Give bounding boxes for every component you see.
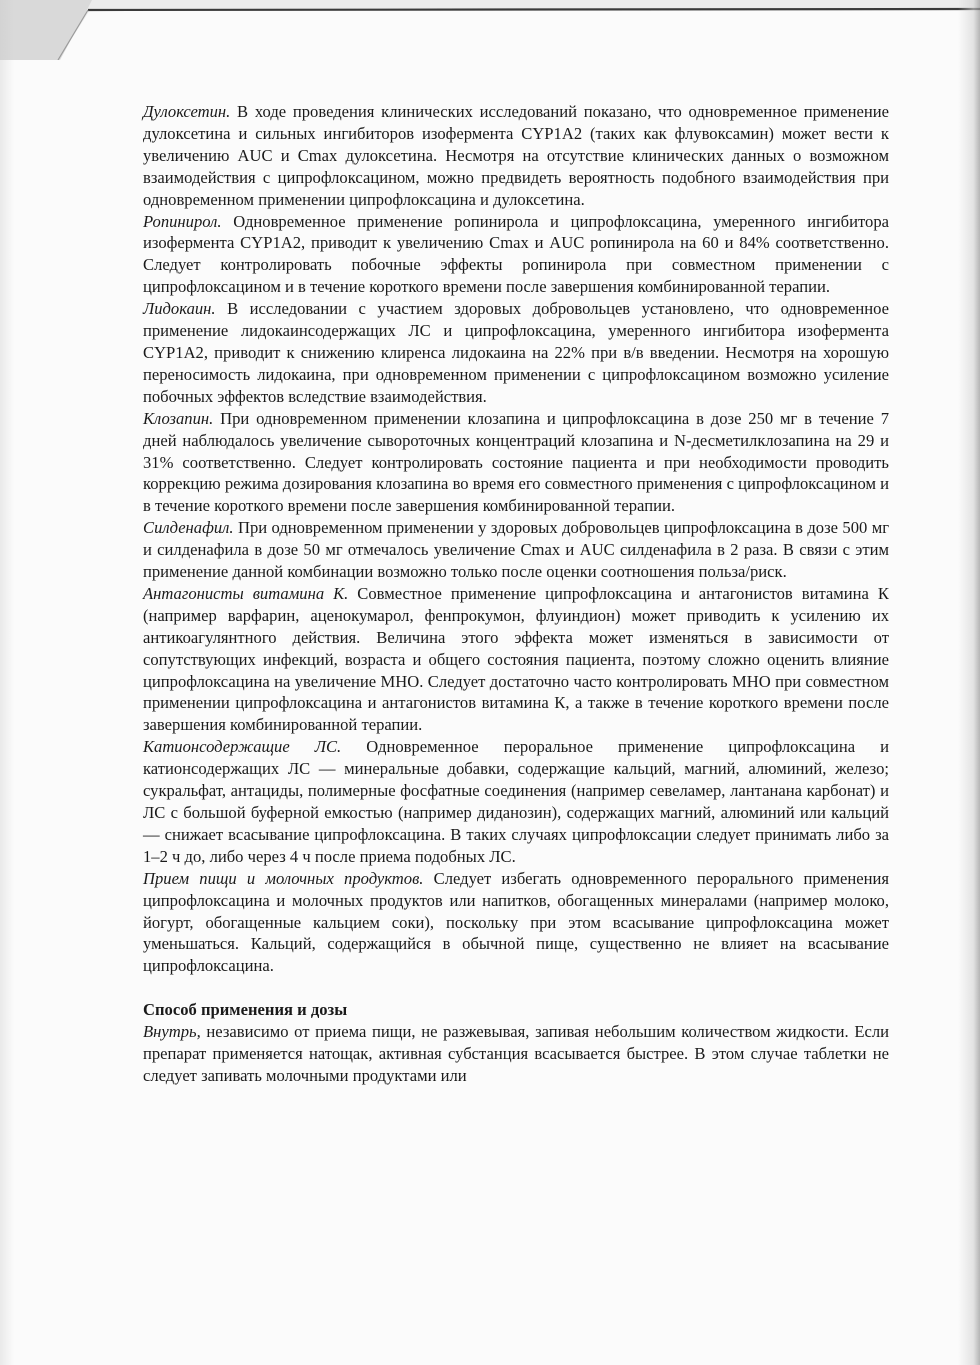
paragraph-duloxetine <box>143 101 889 211</box>
scan-right-edge <box>958 0 980 1365</box>
paragraph-lead: Внутрь, <box>143 1022 201 1042</box>
paragraph-text: Совместное применение ципрофлоксацина и антагонистов витамина К (например варфарин, аценокумарол, фенпрокумон, флуиндион) может приводить к усилению их антикоагулянтного действия. Величина этого эффекта может изменяться в зависимости от сопутствующих инфекций, возраста и общего состояния пациента, поэтому сложно оценить влияние ципрофлоксацина на увеличение МНО. Следует достаточно часто контролировать МНО при совместном применении ципрофлоксацина и антагонистов витамина К, а также в течение короткого времени после завершения комбинированной терапии. <box>143 583 889 735</box>
paragraph-text: В ходе проведения клинических исследований показано, что одновременное применение дулоксетина и сильных ингибиторов изофермента CYP1A2 (таких как флувоксамин) может вести к увеличению AUC и Cmax дулоксетина. Несмотря на отсутствие клинических данных о возможном взаимодействия с ципрофлоксацином, можно предвидеть вероятность подобного взаимодействия при одновременном применении ципрофлоксацина и дулоксетина. <box>143 102 889 209</box>
paragraph-ropinirole <box>143 211 889 299</box>
paragraph-text: Следует избегать одновременного перорального применения ципрофлоксацина и молочных продуктов или напитков, обогащенных минералами (например молоко, йогурт, обогащенные кальцием соки), поскольку при этом всасывание ципрофлоксацина может уменьшаться. Кальций, содержащийся в обычной пище, существенно не влияет на всасывание ципрофлоксацина. <box>143 868 890 976</box>
paragraph-lead: Лидокаин. <box>143 299 216 319</box>
section-heading: Способ применения и дозы <box>143 1000 348 1020</box>
paragraph-text: При одновременном применении клозапина и ципрофлоксацина в дозе 250 мг в течение 7 дней наблюдалось увеличение сывороточных концентраций клозапина и N-десметилклозапина на 29 и 31% соответственно. Следует контролировать состояние пациента и при необходимости проводить коррекцию режима дозирования клозапина во время его совместного применения с ципрофлоксацином и в течение короткого времени после завершения комбинированной терапии. <box>143 408 889 516</box>
paragraph-text: Одновременное пероральное применение ципрофлоксацина и катионсодержащих ЛС — минеральные добавки, содержащие кальций, магний, алюминий, железо; сукральфат, антациды, полимерные фосфатные соединения (например севеламер, лантанана карбонат) и ЛС с большой буферной емкостью (например диданозин), содержащих магний, алюминий или кальций — снижает всасывание ципрофлоксацина. В таких случаях ципрофлоксации следует принимать либо за 1–2 ч до, либо через 4 ч после приема подобных ЛС. <box>143 737 889 866</box>
paragraph-lidocaine <box>143 298 889 408</box>
paragraph-lead: Силденафил. <box>143 518 234 538</box>
paragraph-lead: Дулоксетин. <box>143 102 231 121</box>
paragraph-food-dairy <box>143 868 889 978</box>
paragraph-cation-containing <box>143 736 889 867</box>
paragraph-text: При одновременном применении у здоровых добровольцев ципрофлоксацина в дозе 500 мг и силденафила в дозе 50 мг отмечалось увеличение Cmax и AUC силденафила в 2 раза. В связи с этим применение данной комбинации возможно только после оценки соотношения польза/риск. <box>143 518 889 582</box>
paragraph-clozapine <box>143 408 889 518</box>
paragraph-text: В исследовании с участием здоровых добровольцев установлено, что одновременное применение лидокаинсодержащих ЛС и ципрофлоксацина, умеренного ингибитора изофермента CYP1A2, приводит к снижению клиренса лидокаина на 22% при в/в введении. Несмотря на хорошую переносимость лидокаина, при одновременном применении с ципрофлоксацином возможно усиление побочных эффектов вследствие взаимодействия. <box>143 299 889 406</box>
paragraph-text: независимо от приема пищи, не разжевывая, запивая небольшим количеством жидкости. Если препарат применяется натощак, активная субстанция всасывается быстрее. В этом случае таблетки не следует запивать молочными продуктами или <box>143 1022 889 1085</box>
paragraph-lead: Клозапин. <box>143 408 214 428</box>
document-body <box>143 101 889 1087</box>
paragraph-vitamin-k-antagonists <box>143 583 889 736</box>
scan-left-edge <box>0 0 14 1365</box>
paragraph-lead: Ропинирол. <box>143 211 222 231</box>
paragraph-sildenafil <box>143 517 889 583</box>
scan-fold-shadow <box>0 0 980 60</box>
paragraph-lead: Антагонисты витамина К. <box>143 583 349 603</box>
paragraph-lead: Катионсодержащие ЛС. <box>143 737 342 757</box>
paragraph-administration <box>143 1021 889 1087</box>
paragraph-text: Одновременное применение ропинирола и ципрофлоксацина, умеренного ингибитора изофермента CYP1A2, приводит к увеличению Cmax и AUC ропинирола на 60 и 84% соответственно. Следует контролировать побочные эффекты ропинирола при совместном применении с ципрофлоксацином и в течение короткого времени после завершения комбинированной терапии. <box>143 211 889 297</box>
paragraph-lead: Прием пищи и молочных продуктов. <box>143 868 424 888</box>
